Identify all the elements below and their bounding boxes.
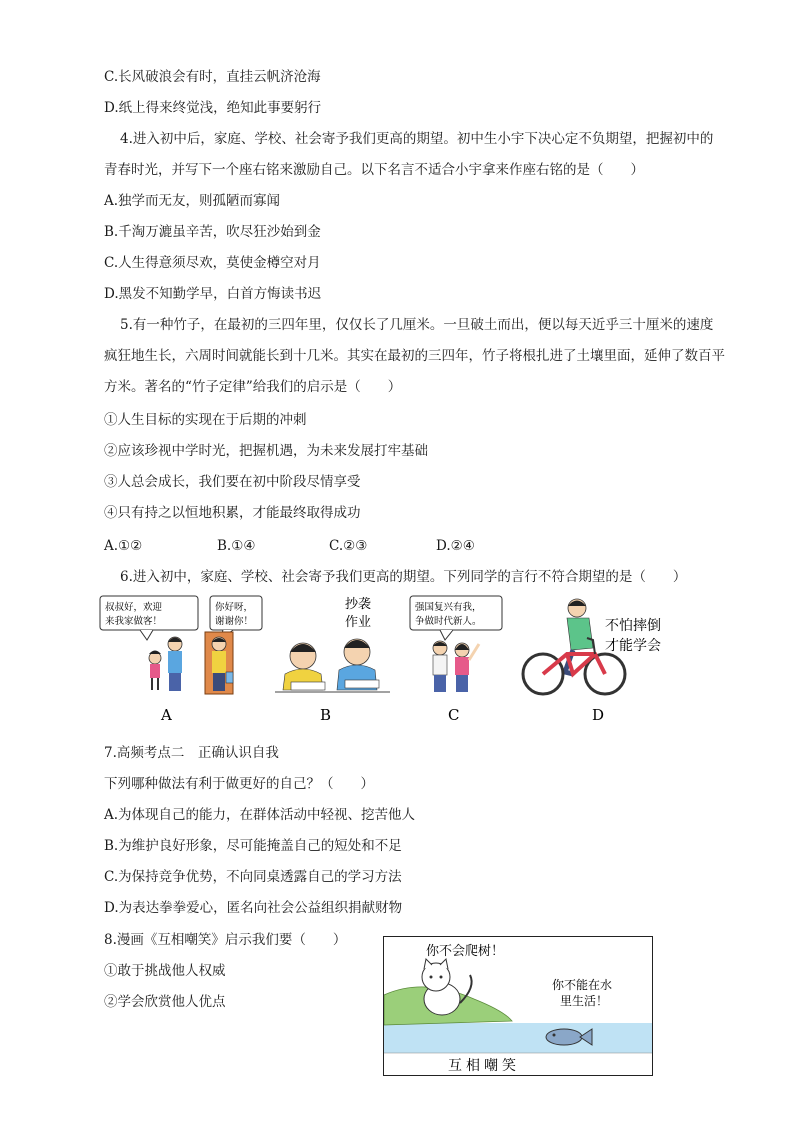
q6-b-caption-line1: 抄袭 bbox=[345, 597, 372, 612]
q5-option-a: A.①② bbox=[104, 538, 143, 554]
q5-statement-1: ①人生目标的实现在于后期的冲刺 bbox=[104, 412, 307, 428]
q6-a-bubble2-line1: 你好呀， bbox=[215, 602, 254, 613]
q8-cartoon-drawing bbox=[384, 937, 652, 1075]
q8-cartoon-title: 互相嘲笑 bbox=[448, 1058, 520, 1074]
q6-label-c: C bbox=[448, 706, 460, 724]
q8-cat-speech: 你不会爬树！ bbox=[426, 944, 505, 959]
q6-panel-a bbox=[100, 596, 262, 694]
q6-a-bubble2-line2: 谢谢你！ bbox=[215, 616, 254, 627]
q5-statement-3: ③人总会成长，我们要在初中阶段尽情享受 bbox=[104, 474, 361, 490]
q7-heading: 7.高频考点二 正确认识自我 bbox=[104, 745, 279, 761]
q6-panel-d bbox=[523, 599, 661, 694]
q6-figure bbox=[95, 592, 695, 730]
q8-water bbox=[384, 1023, 652, 1053]
q7-option-a: A.为体现自己的能力，在群体活动中轻视、挖苦他人 bbox=[104, 807, 416, 823]
q5-stem-line3: 方米。著名的“竹子定律”给我们的启示是（ ） bbox=[104, 379, 402, 395]
q6-a-bubble1-line1: 叔叔好，欢迎 bbox=[105, 602, 163, 613]
q5-option-b: B.①④ bbox=[217, 538, 256, 554]
q6-panel-c bbox=[410, 596, 502, 692]
q6-c-bubble-line1: 强国复兴有我， bbox=[415, 602, 482, 613]
q6-label-b: B bbox=[320, 706, 332, 724]
q6-a-bubble1-line2: 来我家做客！ bbox=[105, 616, 163, 627]
q5-stem-line1: 5.有一种竹子，在最初的三四年里，仅仅长了几厘米。一旦破土而出，便以每天近乎三十厘米的速度 bbox=[120, 317, 714, 333]
q4-option-d: D.黑发不知勤学早，白首方悔读书迟 bbox=[104, 286, 322, 302]
q6-panel-b bbox=[275, 596, 390, 692]
q4-option-b: B.千淘万漉虽辛苦，吹尽狂沙始到金 bbox=[104, 224, 321, 240]
q4-stem-line1: 4.进入初中后，家庭、学校、社会寄予我们更高的期望。初中生小宇下决心定不负期望，把握初中的 bbox=[120, 131, 714, 147]
q7-stem: 下列哪种做法有利于做更好的自己？（ ） bbox=[104, 776, 374, 792]
q5-statement-2: ②应该珍视中学时光，把握机遇，为未来发展打牢基础 bbox=[104, 443, 428, 459]
q8-fish-speech-line1: 你不能在水 bbox=[552, 978, 613, 992]
q6-d-caption-line2: 才能学会 bbox=[605, 638, 661, 654]
q6-c-bubble-line2: 争做时代新人。 bbox=[415, 616, 482, 627]
q6-label-d: D bbox=[592, 706, 605, 724]
q5-stem-line2: 疯狂地生长，六周时间就能长到十几米。其实在最初的三四年，竹子将根扎进了土壤里面，延伸了数百平 bbox=[104, 348, 725, 364]
q7-option-d: D.为表达拳拳爱心，匿名向社会公益组织捐献财物 bbox=[104, 900, 403, 916]
q3-option-c: C.长风破浪会有时，直挂云帆济沧海 bbox=[104, 69, 321, 85]
q6-d-caption-line1: 不怕摔倒 bbox=[605, 618, 661, 634]
q8-stem: 8.漫画《互相嘲笑》启示我们要（ ） bbox=[104, 932, 347, 948]
q5-option-d: D.②④ bbox=[436, 538, 475, 554]
q6-label-a: A bbox=[161, 706, 172, 724]
q4-option-a: A.独学而无友，则孤陋而寡闻 bbox=[104, 193, 281, 209]
q4-stem-line2: 青春时光，并写下一个座右铭来激励自己。以下名言不适合小宇拿来作座右铭的是（ ） bbox=[104, 162, 644, 178]
q7-option-c: C.为保持竞争优势，不向同桌透露自己的学习方法 bbox=[104, 869, 402, 885]
q4-option-c: C.人生得意须尽欢，莫使金樽空对月 bbox=[104, 255, 321, 271]
q5-option-c: C.②③ bbox=[329, 538, 368, 554]
q6-b-caption-line2: 作业 bbox=[345, 615, 372, 630]
q8-statement-1: ①敢于挑战他人权威 bbox=[104, 963, 226, 979]
q8-statement-2: ②学会欣赏他人优点 bbox=[104, 994, 226, 1010]
q5-statement-4: ④只有持之以恒地积累，才能最终取得成功 bbox=[104, 505, 361, 521]
q7-option-b: B.为维护良好形象，尽可能掩盖自己的短处和不足 bbox=[104, 838, 402, 854]
q6-stem: 6.进入初中，家庭、学校、社会寄予我们更高的期望。下列同学的言行不符合期望的是（ ） bbox=[120, 569, 687, 585]
q8-fish-speech-line2: 里生活！ bbox=[560, 994, 609, 1008]
q3-option-d: D.纸上得来终觉浅，绝知此事要躬行 bbox=[104, 100, 322, 116]
q8-cartoon bbox=[383, 936, 653, 1076]
